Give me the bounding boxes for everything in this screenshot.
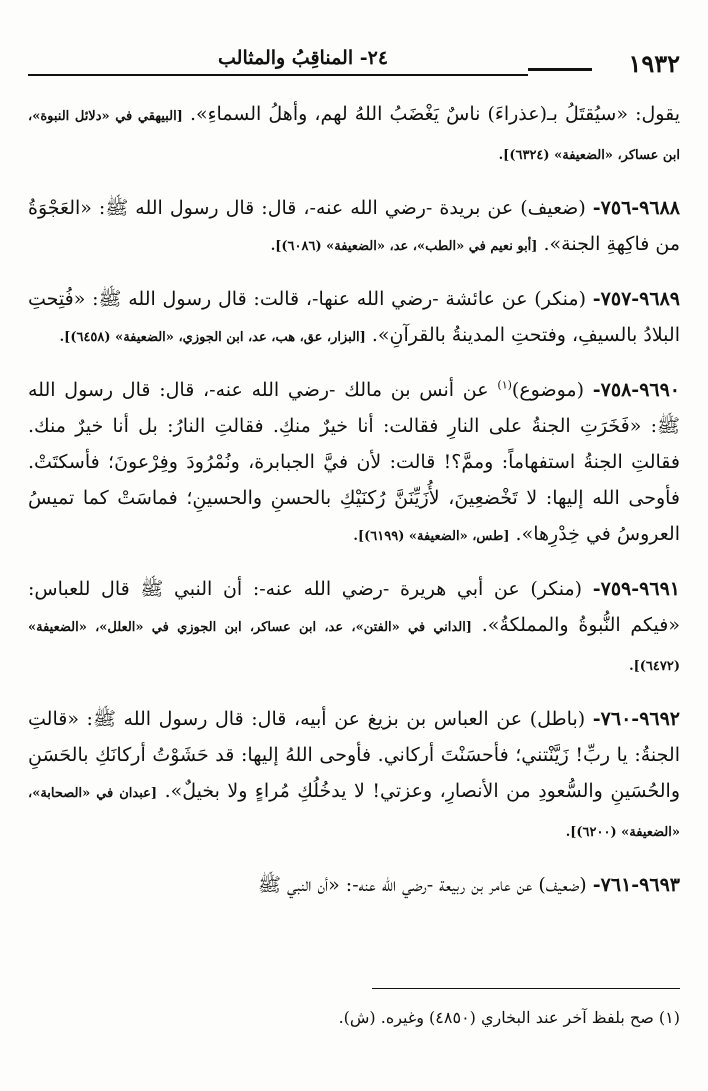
hadith-number: ٩٦٩٢-٧٦٠-	[592, 708, 681, 730]
hadith-reference: [البيهقي في «دلائل النبوة»، ابن عساكر، «الضعيفة» (٦٣٢٤)].	[28, 109, 680, 163]
hadith-number: ٩٦٨٩-٧٥٧-	[592, 288, 680, 310]
hadith-reference: [عبدان في «الصحابة»، «الضعيفة» (٦٢٠٠)].	[28, 786, 680, 840]
hadith-text: (منكر) عن عائشة -رضي الله عنها-، قالت: قال رسول الله ﷺ: «فُتِحتِ البلادُ بالسيفِ، وفتحتِ المدينةُ بالقرآنِ».	[28, 288, 680, 346]
hadith-text: يقول: «سيُقتَلُ بـ(عذراءَ) ناسٌ يَغْضَبُ اللهُ لهم، وأهلُ السماءِ».	[189, 103, 680, 125]
hadith-paragraph	[28, 867, 680, 903]
hadith-paragraph	[28, 96, 680, 174]
hadith-number: ٩٦٩٠-٧٥٨-	[592, 379, 681, 401]
page-number: ١٩٣٢	[628, 49, 680, 78]
hadith-text: عن أنس بن مالك -رضي الله عنه-، قال: قال رسول الله ﷺ: «فَخَرَتِ الجنةُ على النارِ فقالت: أنا خيرٌ منكِ. فقالتِ النارُ: بل أنا خيرٌ منك. فقالتِ الجنةُ استفهاماً: وممَّ؟! قالت: لأن فيَّ الجبابرة، ونُمْرُودَ وفِرْعونَ؛ فأسكتَتْ. فأوحى الله إليها: لا تَخْضعِينَ، لأُزَيِّنَنَّ رُكنَيْكِ بالحسنِ والحسينِ؛ فماسَتْ كما تميسُ العروسُ في خِدْرِها».	[28, 379, 680, 545]
hadith-reference: [طس، «الضعيفة» (٦١٩٩)].	[353, 529, 510, 544]
header-rule	[28, 74, 528, 76]
hadith-paragraph	[28, 571, 680, 685]
hadith-reference: [البزار، عق، هب، عد، ابن الجوزي، «الضعيفة» (٦٤٥٨)].	[59, 330, 366, 345]
hadith-text: (باطل) عن العباس بن بزيغ عن أبيه، قال: قال رسول الله ﷺ: «قالتِ الجنةُ: يا ربِّ! زَيَّنْتني؛ فأحسَنْتَ أركاني. فأوحى اللهُ إليها: قد حَشَوْتُ أركانَكِ بالحَسَنِ والحُسَينِ والسُّعودِ من الأنصارِ، وعزتي! لا يدخُلُكِ مُراءٍ ولا بخيلٌ».	[28, 708, 681, 802]
page-header	[28, 40, 680, 80]
header-bar	[528, 68, 592, 71]
hadith-number: ٩٦٨٨-٧٥٦-	[592, 197, 680, 219]
hadith-text: (ضعيف) عن بريدة -رضي الله عنه-، قال: قال رسول الله ﷺ: «العَجْوَةُ من فاكِهةِ الجنة».	[28, 197, 680, 255]
hadith-text: (ضعيف) عن عامر بن ربيعة -رضي الله عنه-: «أن النبي ﷺ	[257, 874, 587, 896]
hadith-number: ٩٦٩٣-٧٦١-	[592, 874, 680, 896]
hadith-paragraph	[28, 281, 680, 356]
hadith-paragraph	[28, 372, 680, 555]
hadith-reference: [الداني في «الفتن»، عد، ابن عساكر، ابن الجوزي في «العلل»، «الضعيفة» (٦٤٧٢)].	[28, 620, 680, 674]
hadith-reference: [أبو نعيم في «الطب»، عد، «الضعيفة» (٦٠٨٦)].	[270, 239, 538, 254]
footnote-rule	[372, 988, 680, 989]
hadith-paragraph	[28, 190, 680, 265]
hadith-paragraph	[28, 701, 680, 851]
hadith-number: ٩٦٩١-٧٥٩-	[592, 578, 680, 600]
footnote-marker[interactable]: (١)	[497, 378, 512, 392]
hadith-text: (منكر) عن أبي هريرة -رضي الله عنه-: أن النبي ﷺ قال للعباس: «فيكم النُّبوةُ والمملكةُ».	[28, 578, 680, 636]
footnote: (١) صح بلفظ آخر عند البخاري (٤٨٥٠) وغيره. (ش).	[338, 1008, 680, 1027]
page-content	[28, 96, 680, 903]
hadith-grade: (موضوع)	[511, 379, 585, 401]
chapter-title: ٢٤- المناقِبُ والمثالب	[218, 47, 389, 69]
